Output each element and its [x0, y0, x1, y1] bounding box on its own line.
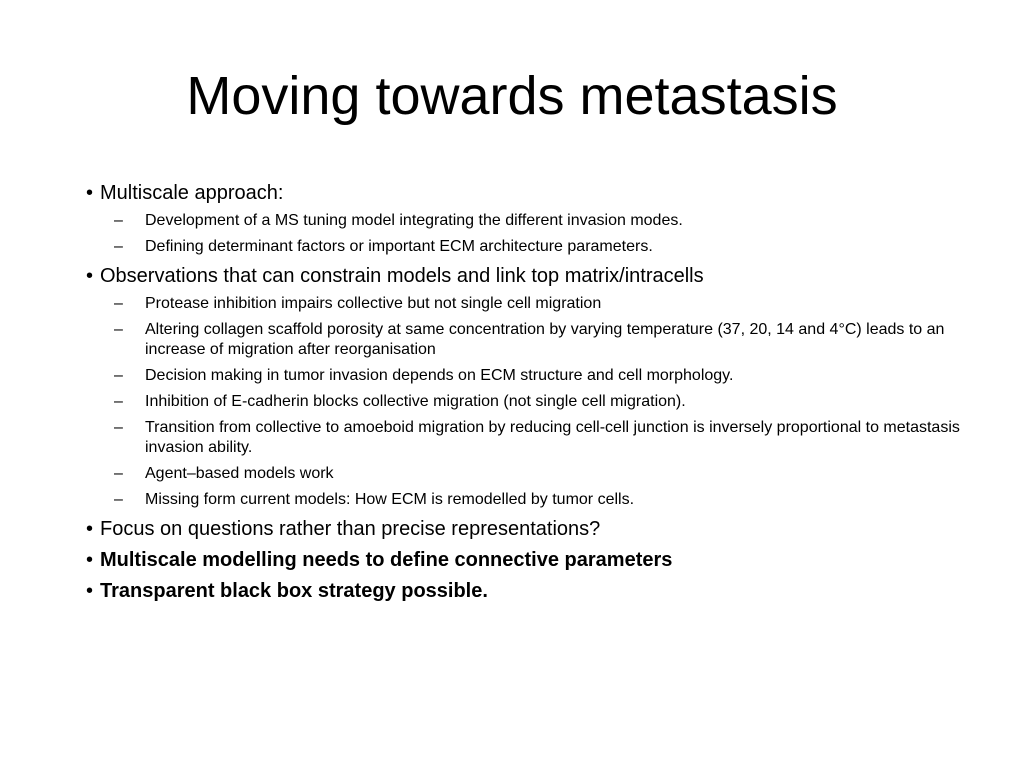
bullet-marker: • [86, 518, 94, 540]
sub-bullet-text: Agent–based models work [145, 465, 334, 482]
sub-bullet-text: Defining determinant factors or important ECM architecture parameters. [145, 238, 653, 255]
bullet-text: Multiscale modelling needs to define connective parameters [100, 549, 673, 571]
bullet-marker: • [86, 549, 94, 571]
bullet-item [76, 263, 966, 290]
sub-bullet-text: Missing form current models: How ECM is remodelled by tumor cells. [145, 491, 635, 508]
sub-bullet-item [76, 211, 966, 231]
sub-bullet-item [76, 237, 966, 257]
bullet-text: Focus on questions rather than precise representations? [100, 518, 601, 540]
bullet-item [76, 547, 966, 574]
sub-bullet-item [76, 418, 966, 458]
dash-marker: – [114, 419, 123, 436]
dash-marker: – [114, 321, 123, 338]
dash-marker: – [114, 295, 123, 312]
sub-bullet-item [76, 366, 966, 386]
sub-bullet-item [76, 294, 966, 314]
bullet-marker: • [86, 182, 94, 204]
sub-bullet-item [76, 490, 966, 510]
sub-bullet-text: Altering collagen scaffold porosity at same concentration by varying temperature (37, 20, 14 and 4°C) leads to an increase of migration after reorganisation [145, 321, 945, 358]
sub-bullet-text: Development of a MS tuning model integrating the different invasion modes. [145, 212, 683, 229]
sub-bullet-item [76, 320, 966, 360]
dash-marker: – [114, 491, 123, 508]
sub-bullet-text: Transition from collective to amoeboid migration by reducing cell-cell junction is inversely proportional to metastasis invasion ability. [145, 419, 960, 456]
bullet-marker: • [86, 580, 94, 602]
bullet-item [76, 578, 966, 605]
sub-bullet-text: Inhibition of E-cadherin blocks collective migration (not single cell migration). [145, 393, 686, 410]
bullet-text: Observations that can constrain models and link top matrix/intracells [100, 265, 704, 287]
dash-marker: – [114, 212, 123, 229]
sub-bullet-text: Decision making in tumor invasion depends on ECM structure and cell morphology. [145, 367, 734, 384]
dash-marker: – [114, 238, 123, 255]
bullet-item [76, 180, 966, 207]
bullet-marker: • [86, 265, 94, 287]
bullet-text: Multiscale approach: [100, 182, 284, 204]
dash-marker: – [114, 367, 123, 384]
slide-title: Moving towards metastasis [186, 66, 838, 126]
bullet-text: Transparent black box strategy possible. [100, 580, 488, 602]
sub-bullet-text: Protease inhibition impairs collective but not single cell migration [145, 295, 602, 312]
sub-bullet-item [76, 464, 966, 484]
sub-bullet-item [76, 392, 966, 412]
dash-marker: – [114, 465, 123, 482]
slide-body [76, 180, 966, 609]
bullet-item [76, 516, 966, 543]
dash-marker: – [114, 393, 123, 410]
